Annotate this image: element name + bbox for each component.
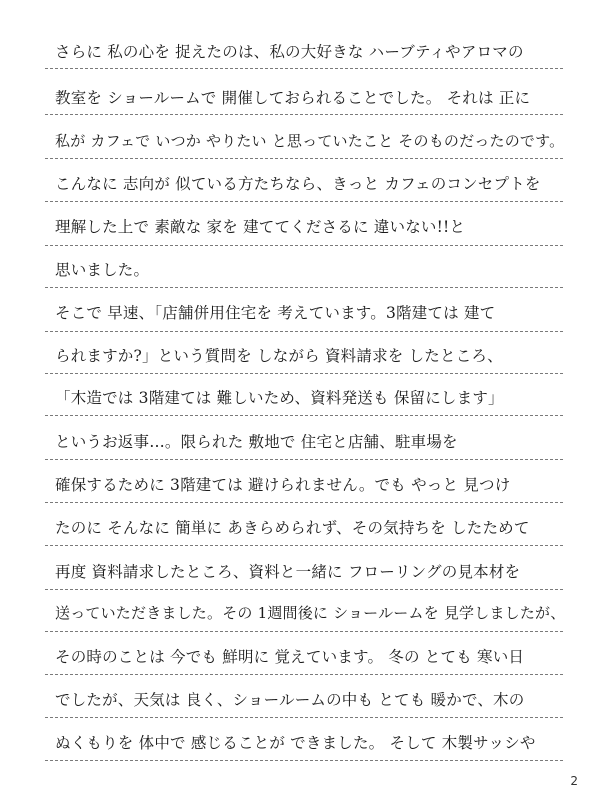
ruled-line (45, 760, 563, 762)
page-number: 2 (570, 774, 578, 788)
handwritten-line-17: ぬくもりを 体中で 感じることが できました。 そして 木製サッシや (55, 734, 536, 752)
ruled-line (45, 114, 563, 116)
ruled-line (45, 674, 563, 676)
handwritten-line-10: というお返事…。限られた 敷地で 住宅と店舗、駐車場を (55, 433, 458, 451)
ruled-line (45, 502, 563, 504)
handwritten-line-3: 私が カフェで いつか やりたい と思っていたこと そのものだったのです。 (55, 132, 565, 150)
handwritten-line-1: さらに 私の心を 捉えたのは、私の大好きな ハーブティやアロマの (55, 43, 524, 61)
ruled-line (45, 373, 563, 375)
handwritten-line-13: 再度 資料請求したところ、資料と一緒に フローリングの見本材を (55, 563, 521, 581)
handwritten-line-8: られますか?」という質問を しながら 資料請求を したところ、 (55, 347, 503, 365)
ruled-line (45, 415, 563, 417)
handwritten-line-9: 「木造では 3階建ては 難しいため、資料発送も 保留にします」 (55, 389, 504, 407)
ruled-line (45, 68, 563, 70)
handwritten-line-16: でしたが、天気は 良く、ショールームの中も とても 暖かで、木の (55, 691, 525, 709)
ruled-line (45, 201, 563, 203)
handwritten-line-5: 理解した上で 素敵な 家を 建ててくださるに 違いない!!と (55, 218, 466, 236)
handwritten-line-7: そこで 早速、「店舗併用住宅を 考えています。3階建ては 建て (55, 304, 496, 322)
handwritten-line-15: その時のことは 今でも 鮮明に 覚えています。 冬の とても 寒い日 (55, 648, 525, 666)
ruled-line (45, 245, 563, 247)
ruled-line (45, 589, 563, 591)
ruled-line (45, 158, 563, 160)
ruled-line (45, 459, 563, 461)
ruled-line (45, 545, 563, 547)
handwritten-line-14: 送っていただきました。その 1週間後に ショールームを 見学しましたが、 (55, 604, 566, 622)
handwritten-line-4: こんなに 志向が 似ている方たちなら、きっと カフェのコンセプトを (55, 175, 541, 193)
handwritten-line-6: 思いました。 (55, 261, 150, 279)
handwritten-line-2: 教室を ショールームで 開催しておられることでした。 それは 正に (55, 89, 531, 107)
ruled-line (45, 331, 563, 333)
ruled-line (45, 631, 563, 633)
handwritten-line-11: 確保するために 3階建ては 避けられません。でも やっと 見つけ (55, 476, 511, 494)
handwritten-line-12: たのに そんなに 簡単に あきらめられず、その気持ちを したためて (55, 519, 530, 537)
ruled-line (45, 287, 563, 289)
ruled-line (45, 717, 563, 719)
